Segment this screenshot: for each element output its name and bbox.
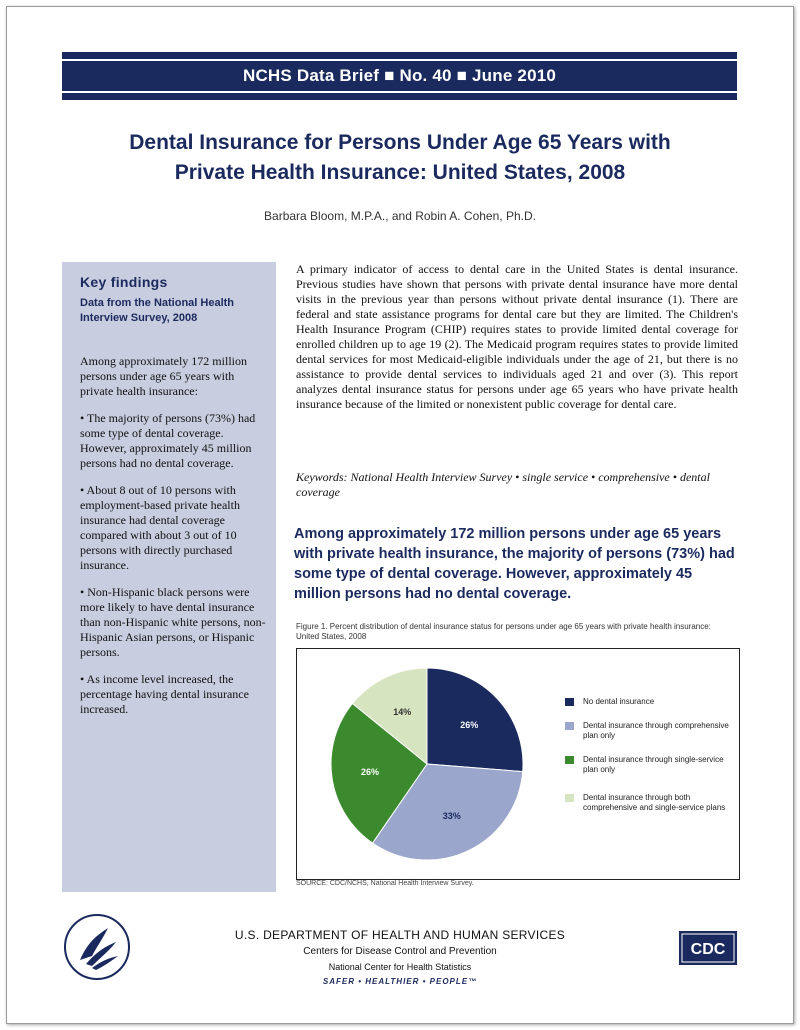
key-findings-body xyxy=(80,354,266,729)
banner-stripe-bottom xyxy=(62,91,737,93)
footer-tagline: SAFER • HEALTHIER • PEOPLE™ xyxy=(322,977,478,986)
key-findings-subheading: Data from the National Health Interview Survey, 2008 xyxy=(80,297,235,324)
legend-label: Dental insurance through single-service plan only xyxy=(583,755,724,774)
legend-swatch xyxy=(565,722,574,730)
pie-chart xyxy=(297,649,557,879)
legend-label: Dental insurance through both comprehensive and single-service plans xyxy=(583,793,726,812)
legend-swatch xyxy=(565,698,574,706)
authors: Barbara Bloom, M.P.A., and Robin A. Cohen, Ph.D. xyxy=(264,209,536,223)
legend-label: Dental insurance through comprehensive plan only xyxy=(583,721,729,740)
legend-swatch xyxy=(565,756,574,764)
intro-paragraph: A primary indicator of access to dental care in the United States is dental insurance. Previous studies have shown that persons with private dental insurance have more dental visits in the previous year than persons without private dental insurance (1). There are federal and state assistance programs for dental care but they are limited. The Children's Health Insurance Program (CHIP) requires states to provide limited dental coverage for enrolled children up to age 19 (2). The Medicaid program requires states to provide limited dental services for most Medicaid-eligible individuals under the age of 21, but there is no assistance to provide dental services to individuals aged 21 and over (3). This report analyzes dental insurance status for persons under age 65 years who have private health insurance because of the limited or nonexistent public coverage for dental care. xyxy=(296,262,738,411)
finding-bullet: • Non-Hispanic black persons were more likely to have dental insurance than non-Hispanic white persons, non-Hispanic Asian persons, or Hispanic persons. xyxy=(80,585,266,659)
legend-label: No dental insurance xyxy=(583,697,655,706)
banner-stripe-top xyxy=(62,59,737,61)
highlight-statement: Among approximately 172 million persons under age 65 years with private health insurance, the majority of persons (73%) had some type of dental coverage. However, approximately 45 million persons had no dental coverage. xyxy=(294,526,735,602)
pie-slice-label: 26% xyxy=(460,719,479,730)
cdc-logo-text: CDC xyxy=(690,941,726,958)
title-line-2: Private Health Insurance: United States, 2008 xyxy=(174,161,626,184)
key-findings-heading: Key findings xyxy=(80,274,168,290)
legend-swatch xyxy=(565,794,574,802)
cdc-logo xyxy=(678,930,738,966)
chart-box xyxy=(296,648,740,880)
footer-nchs: National Center for Health Statistics xyxy=(328,962,472,972)
keywords: Keywords: National Health Interview Survey • single service • comprehensive • dental coverage xyxy=(296,470,710,499)
footer-department: U.S. DEPARTMENT OF HEALTH AND HUMAN SERVICES xyxy=(234,928,566,942)
pie-slice-label: 33% xyxy=(442,811,461,822)
key-findings-intro: Among approximately 172 million persons under age 65 years with private health insurance: xyxy=(80,354,247,398)
title-line-1: Dental Insurance for Persons Under Age 65 Years with xyxy=(129,131,671,154)
finding-bullet: • As income level increased, the percentage having dental insurance increased. xyxy=(80,672,249,716)
footer-cdc: Centers for Disease Control and Prevention xyxy=(303,946,497,957)
figure-source: SOURCE: CDC/NCHS, National Health Interview Survey. xyxy=(296,880,474,887)
pie-slice-label: 14% xyxy=(393,706,412,717)
banner-text: NCHS Data Brief ■ No. 40 ■ June 2010 xyxy=(242,66,557,85)
header-banner xyxy=(62,52,737,100)
figure-caption: Figure 1. Percent distribution of dental insurance status for persons under age 65 years with private health insurance: United States, 2008 xyxy=(296,622,711,641)
pie-slice-label: 26% xyxy=(360,767,379,778)
report-title xyxy=(80,128,720,188)
finding-bullet: • The majority of persons (73%) had some type of dental coverage. However, approximately 45 million persons had no dental coverage. xyxy=(80,411,256,470)
key-findings-sidebar xyxy=(62,262,276,892)
finding-bullet: • About 8 out of 10 persons with employment-based private health insurance had dental coverage compared with about 3 out of 10 persons with directly purchased insurance. xyxy=(80,483,240,572)
